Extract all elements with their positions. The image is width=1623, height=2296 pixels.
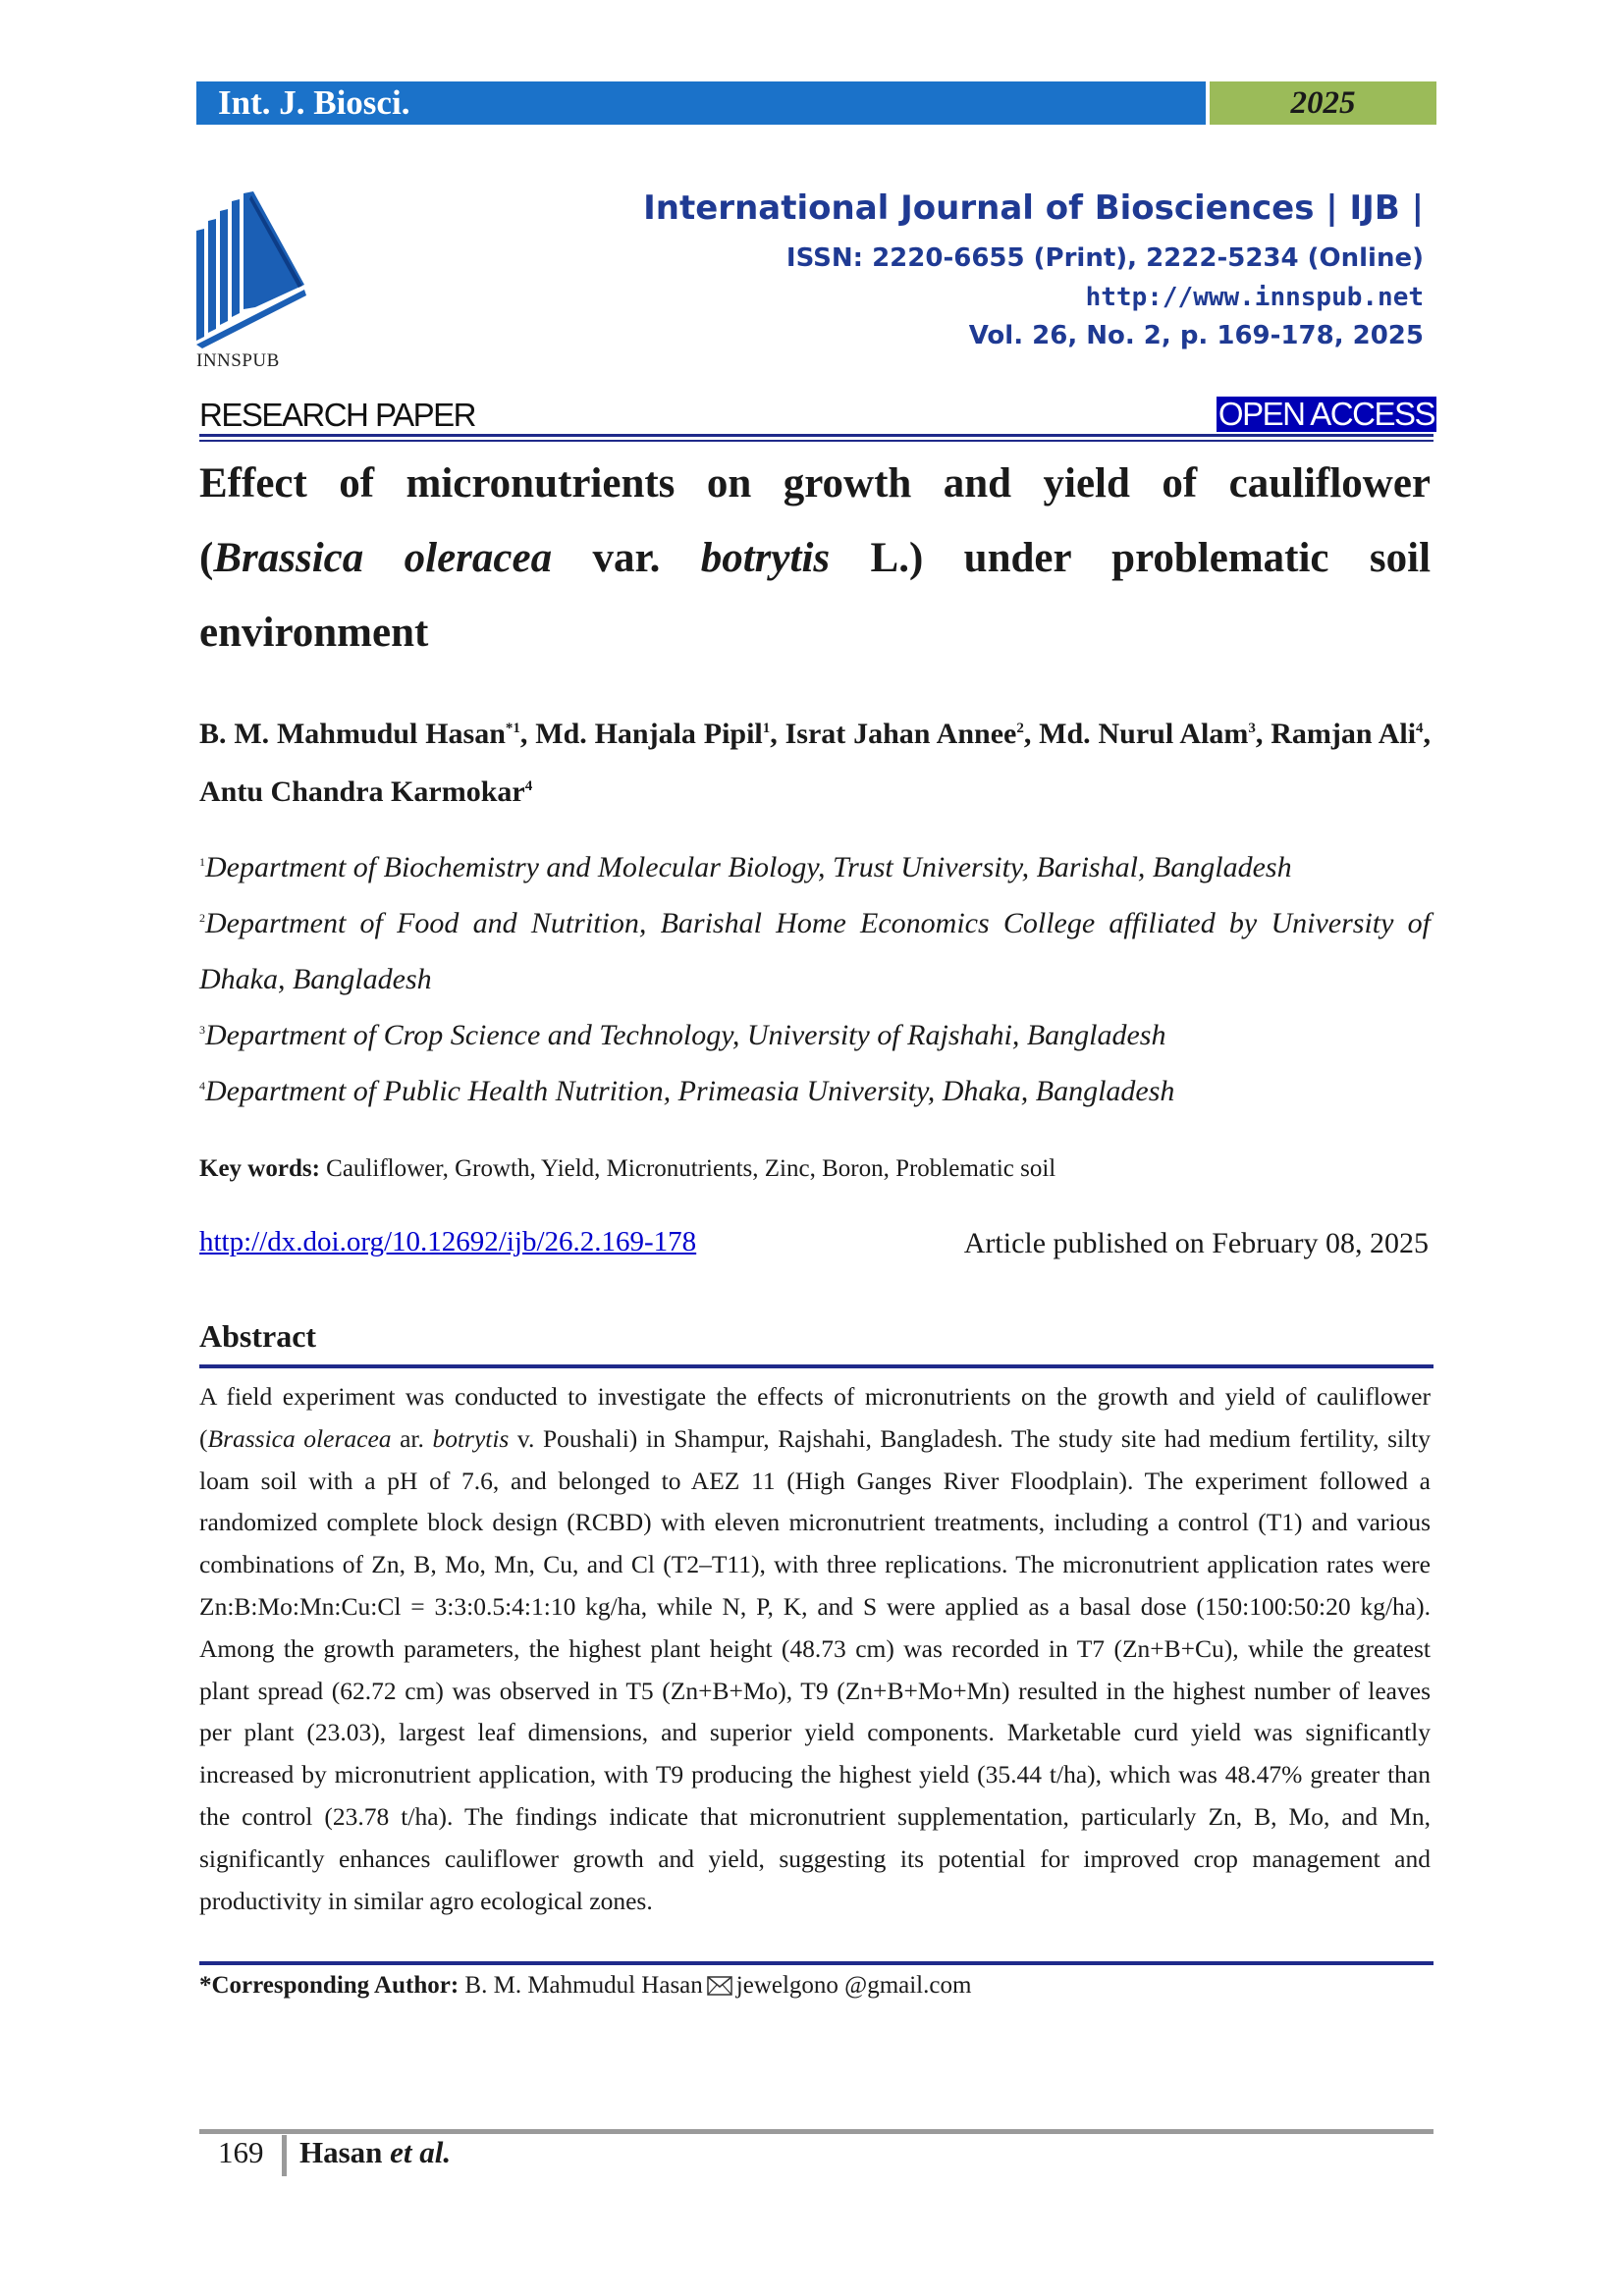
author: Antu Chandra Karmokar$^4$: [199, 775, 533, 808]
page-number: 169: [218, 2135, 264, 2169]
corresponding-name: B. M. Mahmudul Hasan: [464, 1972, 703, 1999]
keywords: [199, 1155, 1431, 1183]
published-date: Article published on February 08, 2025: [963, 1227, 1429, 1259]
doi-link[interactable]: http://dx.doi.org/10.12692/ijb/26.2.169-178: [199, 1226, 697, 1257]
keywords-label: Key words:: [199, 1155, 320, 1182]
banner-year: 2025: [1290, 85, 1356, 121]
paper-type: RESEARCH PAPER: [199, 397, 475, 433]
journal-issn: ISSN: 2220-6655 (Print), 2222-5234 (Online): [785, 243, 1424, 273]
paper-title: Effect of micronutrients on growth and yield of cauliflower (Brassica oleracea var. botrytis L.) under problematic soil environment: [199, 460, 1432, 656]
author: Md. Hanjala Pipil$^1$,: [535, 718, 785, 750]
abstract-body: A field experiment was conducted to investigate the effects of micronutrients on the growth and yield of cauliflower (Brassica oleracea ar. botrytis v. Poushali) in Shampur, Rajshahi, Bangladesh. The study site had medium fertility, silty loam soil with a pH of 7.6, and belonged to AEZ 11 (High Ganges River Floodplain). The experiment followed a randomized complete block design (RCBD) with eleven micronutrient treatments, including a control (T1) and various combinations of Zn, B, Mo, Mn, Cu, and Cl (T2–T11), with three replications. The micronutrient application rates were Zn:B:Mo:Mn:Cu:Cl = 3:3:0.5:4:1:10 kg/ha, while N, P, K, and S were applied as a basal dose (150:100:50:20 kg/ha). Among the growth parameters, the highest plant height (48.73 cm) was recorded in T7 (Zn+B+Cu), while the greatest plant spread (62.72 cm) was observed in T5 (Zn+B+Mo), T9 (Zn+B+Mo+Mn) resulted in the highest number of leaves per plant (23.03), largest leaf dimensions, and superior yield components. Marketable curd yield was significantly increased by micronutrient application, with T9 producing the highest yield (35.44 t/ha), which was 48.47% greater than the control (23.78 t/ha). The findings indicate that micronutrient supplementation, particularly Zn, B, Mo, and Mn, significantly enhances cauliflower growth and yield, suggesting its potential for improved crop management and productivity in similar agro ecological zones.: [199, 1382, 1432, 1915]
author: Ramjan Ali$^4$,: [1271, 718, 1432, 750]
abstract-rule-top: [199, 1364, 1434, 1368]
journal-title: International Journal of Biosciences | IJB |: [643, 188, 1424, 228]
corresponding-author: *Corresponding Author: B. M. Mahmudul Hasan jewelgono @gmail.com: [199, 1972, 972, 1999]
author-list: [199, 705, 1431, 821]
corresponding-email[interactable]: jewelgono @gmail.com: [735, 1972, 972, 1999]
header-rule: [199, 434, 1434, 437]
affiliation: $^4$Department of Public Health Nutrition, Primeasia University, Dhaka, Bangladesh: [199, 1075, 1175, 1107]
innspub-book-logo-icon: [196, 191, 319, 373]
envelope-icon: [707, 1976, 732, 1996]
abstract-heading: Abstract: [199, 1318, 317, 1354]
author: B. M. Mahmudul Hasan$^{*1}$,: [199, 718, 536, 750]
logo-wordmark: INNSPUB: [196, 350, 280, 371]
open-access-badge: OPEN ACCESS: [1217, 396, 1434, 432]
author: Israt Jahan Annee$^2$,: [784, 718, 1040, 750]
journal-abbrev-banner: [196, 81, 1206, 125]
journal-volume: Vol. 26, No. 2, p. 169-178, 2025: [968, 321, 1424, 350]
footer-divider: [282, 2135, 287, 2176]
affiliation: $^3$Department of Crop Science and Technology, University of Rajshahi, Bangladesh: [199, 1019, 1166, 1051]
author: Md. Nurul Alam$^3$,: [1039, 718, 1271, 750]
abstract-rule-bottom: [199, 1961, 1434, 1965]
header-rule-secondary: [199, 440, 1434, 442]
journal-abbrev: Int. J. Biosci.: [218, 83, 410, 122]
affiliation: $^1$Department of Biochemistry and Molecular Biology, Trust University, Barishal, Bangladesh: [199, 851, 1292, 883]
running-head: Hasan et al.: [299, 2135, 452, 2169]
footer-rule: [199, 2129, 1434, 2134]
corresponding-label: Corresponding Author:: [211, 1972, 460, 1999]
journal-url[interactable]: http://www.innspub.net: [1085, 283, 1424, 312]
keywords-value: Cauliflower, Growth, Yield, Micronutrients, Zinc, Boron, Problematic soil: [326, 1155, 1056, 1182]
affiliation: $^2$Department of Food and Nutrition, Barishal Home Economics College affiliated by University of Dhaka, Bangladesh: [199, 907, 1431, 995]
year-banner: [1210, 81, 1436, 125]
